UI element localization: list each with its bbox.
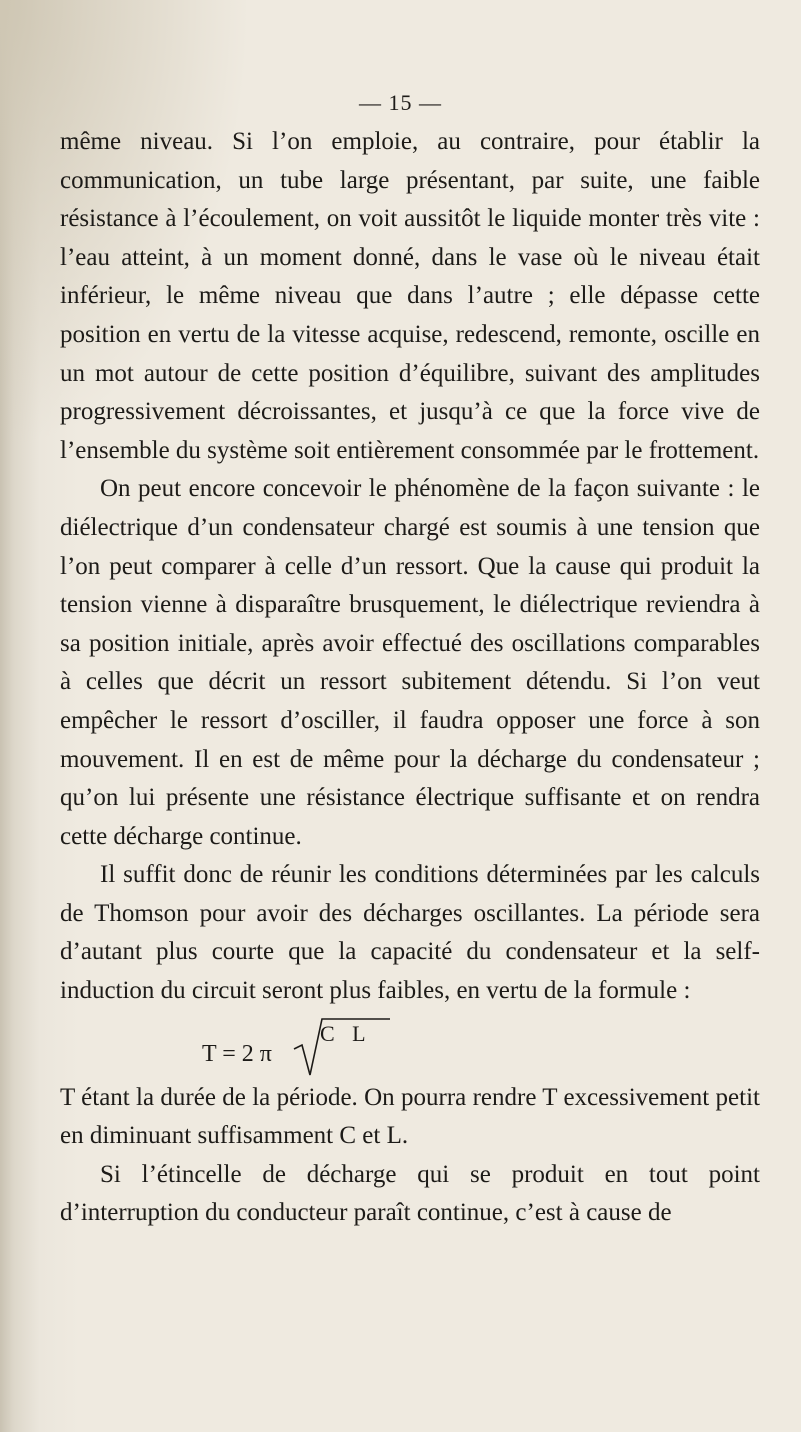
formula-radicand: C L <box>320 1020 372 1046</box>
paragraph-1: même niveau. Si l’on emploie, au contraire, pour établir la communication, un tube large présentant, par suite, une faible résistance à l’écoulement, on voit aussitôt le liquide monter très vite : l’eau atteint, à un moment donné, dans le vase où le niveau était inférieur, le même niveau que dans l’autre ; elle dépasse cette position en vertu de la vitesse acquise, redescend, remonte, oscille en un mot autour de cette position d’équilibre, suivant des amplitudes progressivement décroissantes, et jusqu’à ce que la force vive de l’ensemble du système soit entièrement consommée par le frottement. <box>60 128 760 464</box>
paragraph-3: Il suffit donc de réunir les conditions déterminées par les calculs de Thomson pour avoir des décharges oscillantes. La période sera d’autant plus courte que la capacité du condensateur et la self-induction du circuit seront plus faibles, en vertu de la formule : <box>60 861 760 1005</box>
paragraph-4: T étant la durée de la période. On pourra rendre T excessivement petit en diminuant suffisamment C et L. <box>60 1083 760 1150</box>
body-text <box>60 123 760 1233</box>
paragraph-5: Si l’étincelle de décharge qui se produit en tout point d’interruption du conducteur paraît continue, c’est à cause de <box>60 1160 760 1227</box>
formula-lhs: T = 2 π <box>202 1040 272 1067</box>
thomson-formula <box>60 1011 760 1079</box>
paragraph-2: On peut encore concevoir le phénomène de la façon suivante : le diélectrique d’un condensateur chargé est soumis à une tension que l’on peut comparer à celle d’un ressort. Que la cause qui produit la tension vienne à disparaître brusquement, le diélectrique reviendra à sa position initiale, après avoir effectué des oscillations comparables à celles que décrit un ressort subitement détendu. Si l’on veut empêcher le ressort d’osciller, il faudra opposer une force à son mouvement. Il en est de même pour la décharge du condensateur ; qu’on lui présente une résistance électrique suffisante et on rendra cette décharge continue. <box>60 475 760 850</box>
page-number: — 15 — <box>359 90 442 115</box>
